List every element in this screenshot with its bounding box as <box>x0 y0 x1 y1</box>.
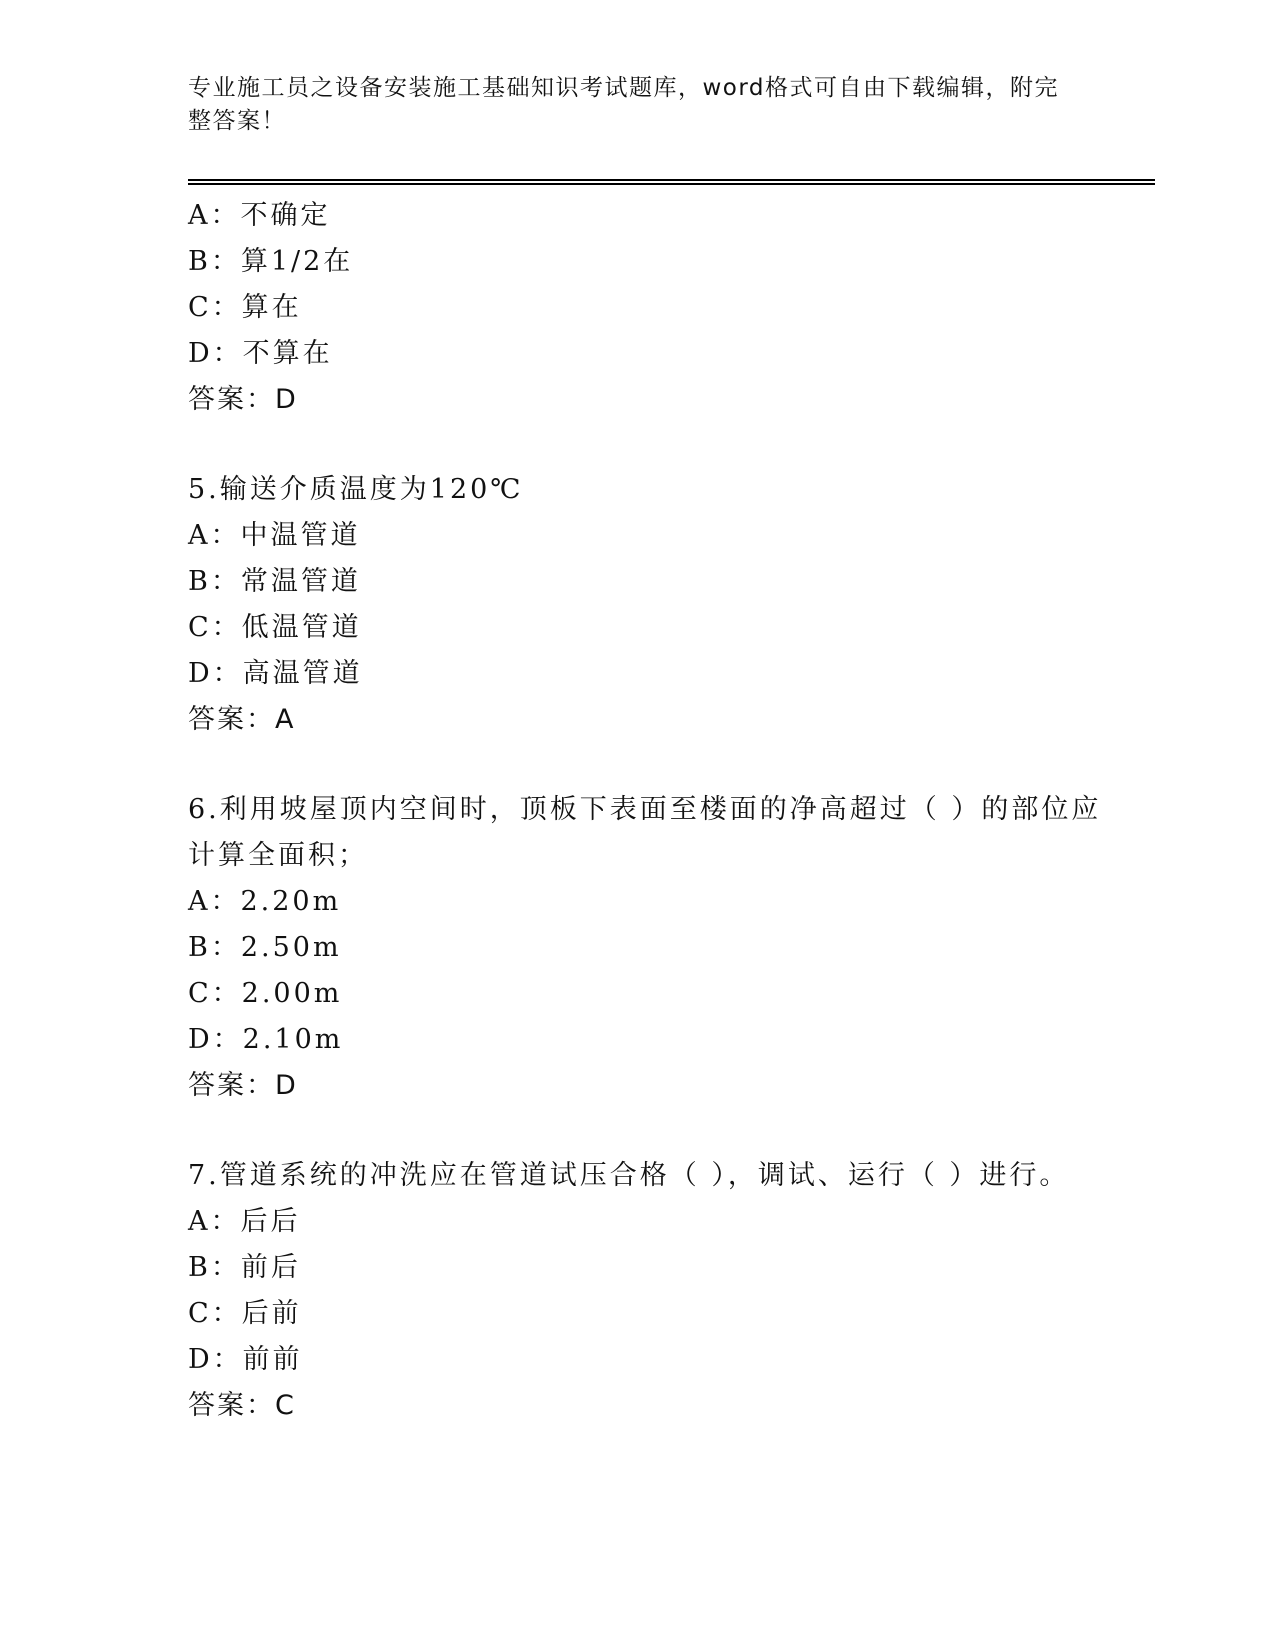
option-c: C：低温管道 <box>188 612 362 643</box>
document-header <box>188 72 1088 138</box>
option-a: A：2.20m <box>188 886 342 917</box>
question-text-line-2: 计算全面积； <box>188 840 368 871</box>
question-6 <box>188 787 1102 1109</box>
option-b: B：2.50m <box>188 932 342 963</box>
option-c: C：算在 <box>188 292 302 323</box>
answer: 答案：A <box>188 704 296 735</box>
option-c: C：后前 <box>188 1298 302 1329</box>
option-a: A：中温管道 <box>188 520 361 551</box>
option-a: A：后后 <box>188 1206 301 1237</box>
question-list <box>188 193 1102 1429</box>
option-d: D：高温管道 <box>188 658 363 689</box>
answer: 答案：D <box>188 384 298 415</box>
question-text: 7.管道系统的冲洗应在管道试压合格（ ），调试、运行（ ）进行。 <box>188 1160 1070 1191</box>
spacer <box>188 1109 1088 1153</box>
header-divider <box>188 179 1155 185</box>
option-d: D：不算在 <box>188 338 333 369</box>
spacer <box>188 423 1088 467</box>
option-a: A：不确定 <box>188 200 331 231</box>
answer: 答案：C <box>188 1390 296 1421</box>
question-text: 5.输送介质温度为120℃ <box>188 474 524 505</box>
question-4 <box>188 193 1088 423</box>
option-d: D：2.10m <box>188 1024 344 1055</box>
answer: 答案：D <box>188 1070 298 1101</box>
question-7 <box>188 1153 1088 1429</box>
header-line-2: 整答案！ <box>188 108 286 134</box>
question-text-line-1: 6.利用坡屋顶内空间时，顶板下表面至楼面的净高超过（ ）的部位应 <box>188 794 1102 825</box>
option-c: C：2.00m <box>188 978 343 1009</box>
option-d: D：前前 <box>188 1344 303 1375</box>
option-b: B：常温管道 <box>188 566 361 597</box>
option-b: B：前后 <box>188 1252 301 1283</box>
header-line-1: 专业施工员之设备安装施工基础知识考试题库，word格式可自由下载编辑，附完 <box>188 75 1060 101</box>
spacer <box>188 743 1088 787</box>
option-b: B：算1/2在 <box>188 246 354 277</box>
question-5 <box>188 467 1088 743</box>
